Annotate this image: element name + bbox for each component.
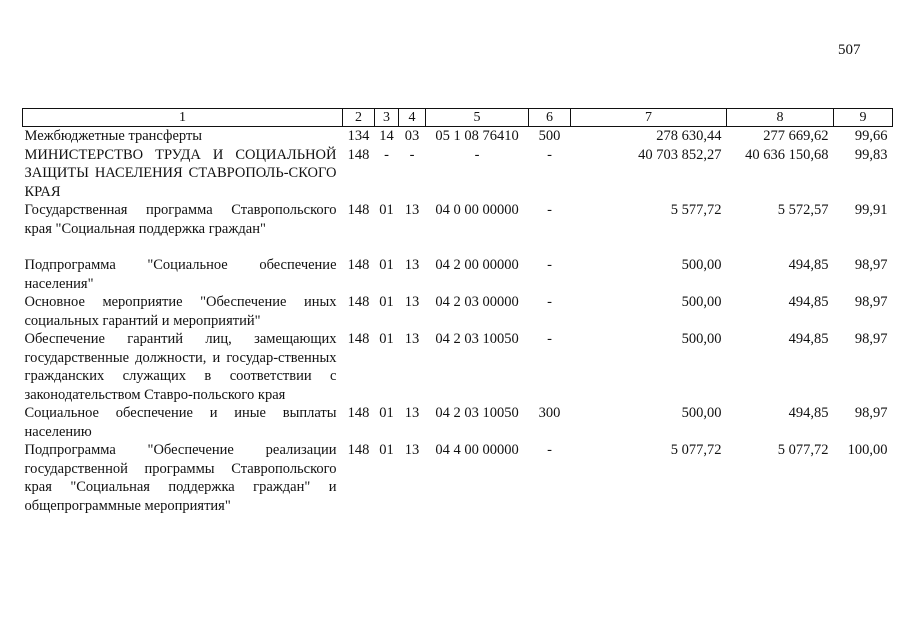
budget-table bbox=[22, 108, 893, 515]
cell-col-2: 148 bbox=[347, 442, 370, 458]
cell-col-4: 13 bbox=[404, 442, 420, 458]
cell-col-2: 148 bbox=[347, 405, 370, 421]
cell-col-4: 13 bbox=[404, 257, 420, 273]
cell-col-2: 148 bbox=[347, 331, 370, 347]
cell-col-6: - bbox=[547, 442, 552, 458]
cell-col-8: 277 669,62 bbox=[763, 128, 829, 144]
cell-col-8: 494,85 bbox=[788, 257, 829, 273]
cell-col-6: - bbox=[547, 257, 552, 273]
row-name: Обеспечение гарантий лиц, замещающих государственные должности, и государ-ственных гражданских служащих в соответствии с законодательством Ставро-польского края bbox=[24, 331, 337, 403]
cell-col-7: 500,00 bbox=[681, 257, 722, 273]
table-header bbox=[23, 109, 893, 127]
cell-col-2: 148 bbox=[347, 294, 370, 310]
header-col-3: 3 bbox=[375, 109, 399, 127]
cell-col-8: 494,85 bbox=[788, 294, 829, 310]
cell-col-5: 04 4 00 00000 bbox=[435, 442, 519, 458]
row-name: МИНИСТЕРСТВО ТРУДА И СОЦИАЛЬНОЙ ЗАЩИТЫ НАСЕЛЕНИЯ СТАВРОПОЛЬ-СКОГО КРАЯ bbox=[24, 146, 337, 200]
header-col-5: 5 bbox=[426, 109, 529, 127]
cell-col-4: 13 bbox=[404, 331, 420, 347]
cell-col-4: 13 bbox=[404, 294, 420, 310]
cell-col-9: 99,83 bbox=[854, 146, 888, 163]
cell-col-7: 500,00 bbox=[681, 331, 722, 347]
header-row bbox=[23, 109, 893, 127]
cell-col-9: 99,66 bbox=[854, 128, 888, 144]
cell-col-8: 5 572,57 bbox=[777, 202, 829, 218]
cell-col-4: - bbox=[409, 146, 415, 163]
cell-col-7: 40 703 852,27 bbox=[638, 146, 722, 163]
cell-col-6: - bbox=[547, 202, 552, 218]
cell-col-4: 13 bbox=[404, 202, 420, 218]
cell-col-5: 05 1 08 76410 bbox=[435, 128, 519, 144]
cell-col-9: 100,00 bbox=[847, 442, 888, 458]
cell-col-5: 04 2 03 10050 bbox=[435, 405, 519, 421]
row-name: Основное мероприятие "Обеспечение иных социальных гарантий и мероприятий" bbox=[24, 294, 337, 329]
table-row bbox=[23, 293, 893, 330]
row-name: Социальное обеспечение и иные выплаты населению bbox=[24, 405, 337, 440]
table-row bbox=[23, 441, 893, 515]
row-name: Межбюджетные трансферты bbox=[24, 128, 203, 144]
cell-col-2: 148 bbox=[347, 202, 370, 218]
cell-col-6: - bbox=[547, 331, 552, 347]
cell-col-7: 500,00 bbox=[681, 294, 722, 310]
cell-col-5: 04 2 03 10050 bbox=[435, 331, 519, 347]
cell-col-3: 14 bbox=[379, 128, 394, 144]
cell-col-9: 98,97 bbox=[854, 257, 888, 273]
cell-col-3: - bbox=[384, 146, 389, 163]
cell-col-7: 5 577,72 bbox=[670, 202, 722, 218]
header-col-2: 2 bbox=[343, 109, 375, 127]
cell-col-5: 04 2 03 00000 bbox=[435, 294, 519, 310]
cell-col-3: 01 bbox=[379, 202, 394, 218]
row-name: Государственная программа Ставропольского края "Социальная поддержка граждан" bbox=[24, 202, 337, 237]
table-row bbox=[23, 404, 893, 441]
cell-col-5: 04 2 00 00000 bbox=[435, 257, 519, 273]
cell-col-5: 04 0 00 00000 bbox=[435, 202, 519, 218]
header-col-6: 6 bbox=[529, 109, 571, 127]
cell-col-6: 500 bbox=[538, 128, 561, 144]
cell-col-8: 5 077,72 bbox=[777, 442, 829, 458]
cell-col-4: 13 bbox=[404, 405, 420, 421]
cell-col-3: 01 bbox=[379, 331, 394, 347]
header-col-9: 9 bbox=[834, 109, 893, 127]
cell-col-6: 300 bbox=[538, 405, 561, 421]
page-number: 507 bbox=[838, 42, 861, 58]
cell-col-9: 99,91 bbox=[854, 202, 888, 218]
cell-col-3: 01 bbox=[379, 257, 394, 273]
cell-col-7: 278 630,44 bbox=[656, 128, 722, 144]
table-row bbox=[23, 146, 893, 202]
cell-col-4: 03 bbox=[404, 128, 420, 144]
cell-col-5: - bbox=[474, 146, 480, 163]
cell-col-7: 500,00 bbox=[681, 405, 722, 421]
row-name: Подпрограмма "Социальное обеспечение населения" bbox=[24, 257, 337, 292]
header-col-1: 1 bbox=[23, 109, 343, 127]
cell-col-8: 494,85 bbox=[788, 405, 829, 421]
table-row bbox=[23, 127, 893, 146]
header-col-4: 4 bbox=[399, 109, 426, 127]
cell-col-8: 494,85 bbox=[788, 331, 829, 347]
cell-col-9: 98,97 bbox=[854, 405, 888, 421]
cell-col-9: 98,97 bbox=[854, 294, 888, 310]
cell-col-7: 5 077,72 bbox=[670, 442, 722, 458]
cell-col-6: - bbox=[547, 294, 552, 310]
header-col-8: 8 bbox=[727, 109, 834, 127]
table-row bbox=[23, 330, 893, 404]
cell-col-9: 98,97 bbox=[854, 331, 888, 347]
table-row bbox=[23, 201, 893, 256]
table-row bbox=[23, 256, 893, 293]
row-name: Подпрограмма "Обеспечение реализации государственной программы Ставропольского края "Социальная поддержка граждан" и общепрограммные мероприятия" bbox=[24, 442, 337, 514]
cell-col-3: 01 bbox=[379, 294, 394, 310]
table-body bbox=[23, 127, 893, 516]
cell-col-3: 01 bbox=[379, 405, 394, 421]
header-col-7: 7 bbox=[571, 109, 727, 127]
cell-col-8: 40 636 150,68 bbox=[745, 146, 829, 163]
cell-col-3: 01 bbox=[379, 442, 394, 458]
cell-col-6: - bbox=[547, 146, 552, 163]
cell-col-2: 148 bbox=[347, 146, 370, 163]
cell-col-2: 148 bbox=[347, 257, 370, 273]
cell-col-2: 134 bbox=[347, 128, 370, 144]
